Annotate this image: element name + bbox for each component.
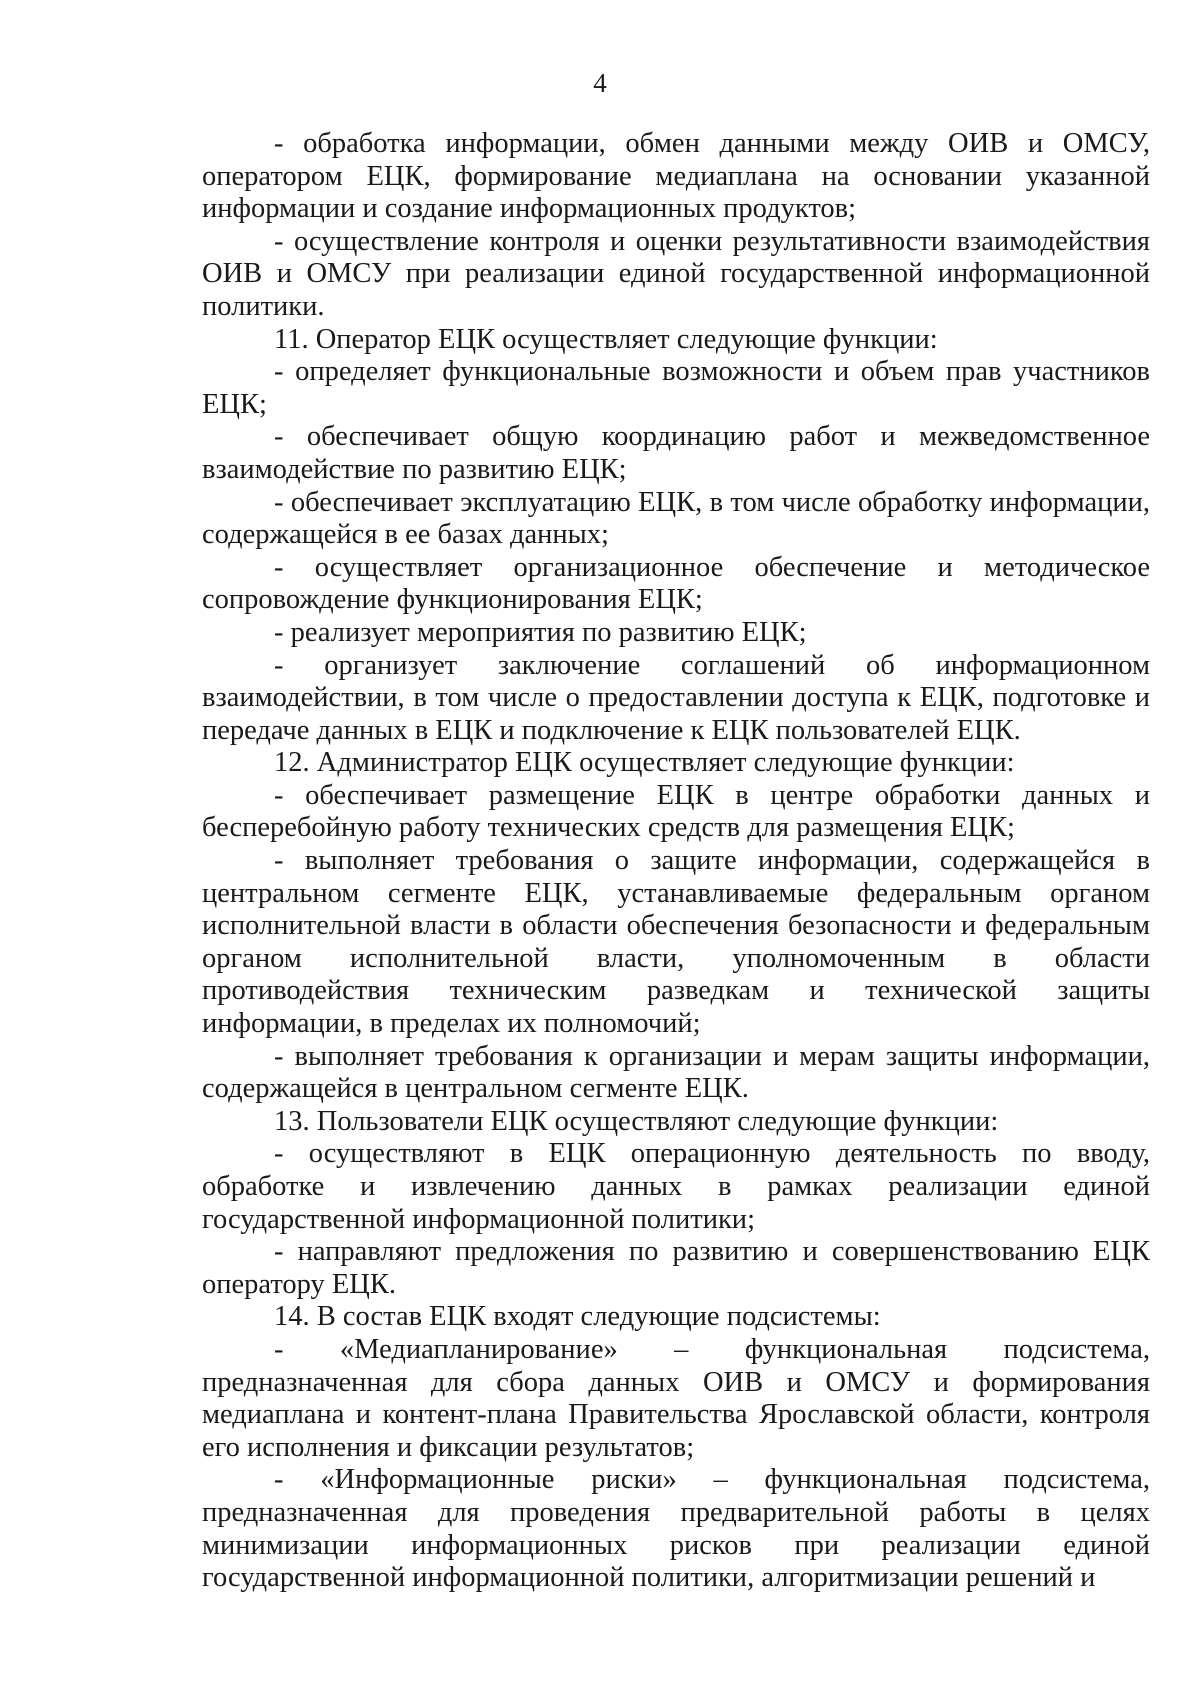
- page-number: 4: [593, 68, 607, 98]
- paragraph-section-11-heading: 11. Оператор ЕЦК осуществляет следующие функции:: [274, 323, 938, 355]
- paragraph-operator-support: - осуществляет организационное обеспечение и методическое сопровождение функционирования ЕЦК;: [202, 551, 1150, 616]
- paragraph-operator-development: - реализует мероприятия по развитию ЕЦК;: [274, 616, 807, 648]
- paragraph-users-proposals: - направляют предложения по развитию и совершенствованию ЕЦК оператору ЕЦК.: [202, 1236, 1150, 1300]
- paragraph-section-14-heading: 14. В состав ЕЦК входят следующие подсистемы:: [274, 1301, 881, 1333]
- paragraph-operator-rights: - определяет функциональные возможности и объем прав участников ЕЦК;: [202, 356, 1150, 420]
- paragraph-admin-hosting: - обеспечивает размещение ЕЦК в центре обработки данных и бесперебойную работу технических средств для размещения ЕЦК;: [202, 779, 1150, 844]
- paragraph-admin-measures: - выполняет требования к организации и мерам защиты информации, содержащейся в центральном сегменте ЕЦК.: [202, 1040, 1150, 1105]
- paragraph-section-12-heading: 12. Администратор ЕЦК осуществляет следующие функции:: [274, 747, 1015, 779]
- paragraph-control-evaluation: - осуществление контроля и оценки результативности взаимодействия ОИВ и ОМСУ при реализации единой государственной информационной политики.: [202, 225, 1150, 322]
- paragraph-operator-agreements: - организует заключение соглашений об информационном взаимодействии, в том числе о предоставлении доступа к ЕЦК, подготовке и передаче данных в ЕЦК и подключение к ЕЦК пользователей ЕЦК.: [202, 649, 1150, 746]
- paragraph-subsystem-info-risks: - «Информационные риски» – функциональная подсистема, предназначенная для проведения предварительной работы в целях минимизации информационных рисков при реализации единой государственной информационной политики, алгоритмизации решений и: [202, 1464, 1150, 1594]
- paragraph-users-operations: - осуществляют в ЕЦК операционную деятельность по вводу, обработке и извлечению данных в рамках реализации единой государственной информационной политики;: [202, 1138, 1150, 1235]
- paragraph-operator-coordination: - обеспечивает общую координацию работ и межведомственное взаимодействие по развитию ЕЦК;: [202, 421, 1150, 485]
- paragraph-operator-exploitation: - обеспечивает эксплуатацию ЕЦК, в том числе обработку информации, содержащейся в ее базах данных;: [202, 486, 1150, 551]
- paragraph-section-13-heading: 13. Пользователи ЕЦК осуществляют следующие функции:: [274, 1105, 999, 1137]
- paragraph-info-processing: - обработка информации, обмен данными между ОИВ и ОМСУ, оператором ЕЦК, формирование медиаплана на основании указанной информации и создание информационных продуктов;: [202, 128, 1150, 225]
- document-body: [202, 128, 1150, 1595]
- paragraph-subsystem-mediaplanning: - «Медиапланирование» – функциональная подсистема, предназначенная для сбора данных ОИВ и ОМСУ и формирования медиаплана и контент-плана Правительства Ярославской области, контроля его исполнения и фиксации результатов;: [202, 1333, 1150, 1463]
- paragraph-admin-protection: - выполняет требования о защите информации, содержащейся в центральном сегменте ЕЦК, устанавливаемые федеральным органом исполнительной власти в области обеспечения безопасности и федеральным органом исполнительной власти, уполномоченным в области противодействия техническим разведкам и технической защиты информации, в пределах их полномочий;: [202, 845, 1150, 1040]
